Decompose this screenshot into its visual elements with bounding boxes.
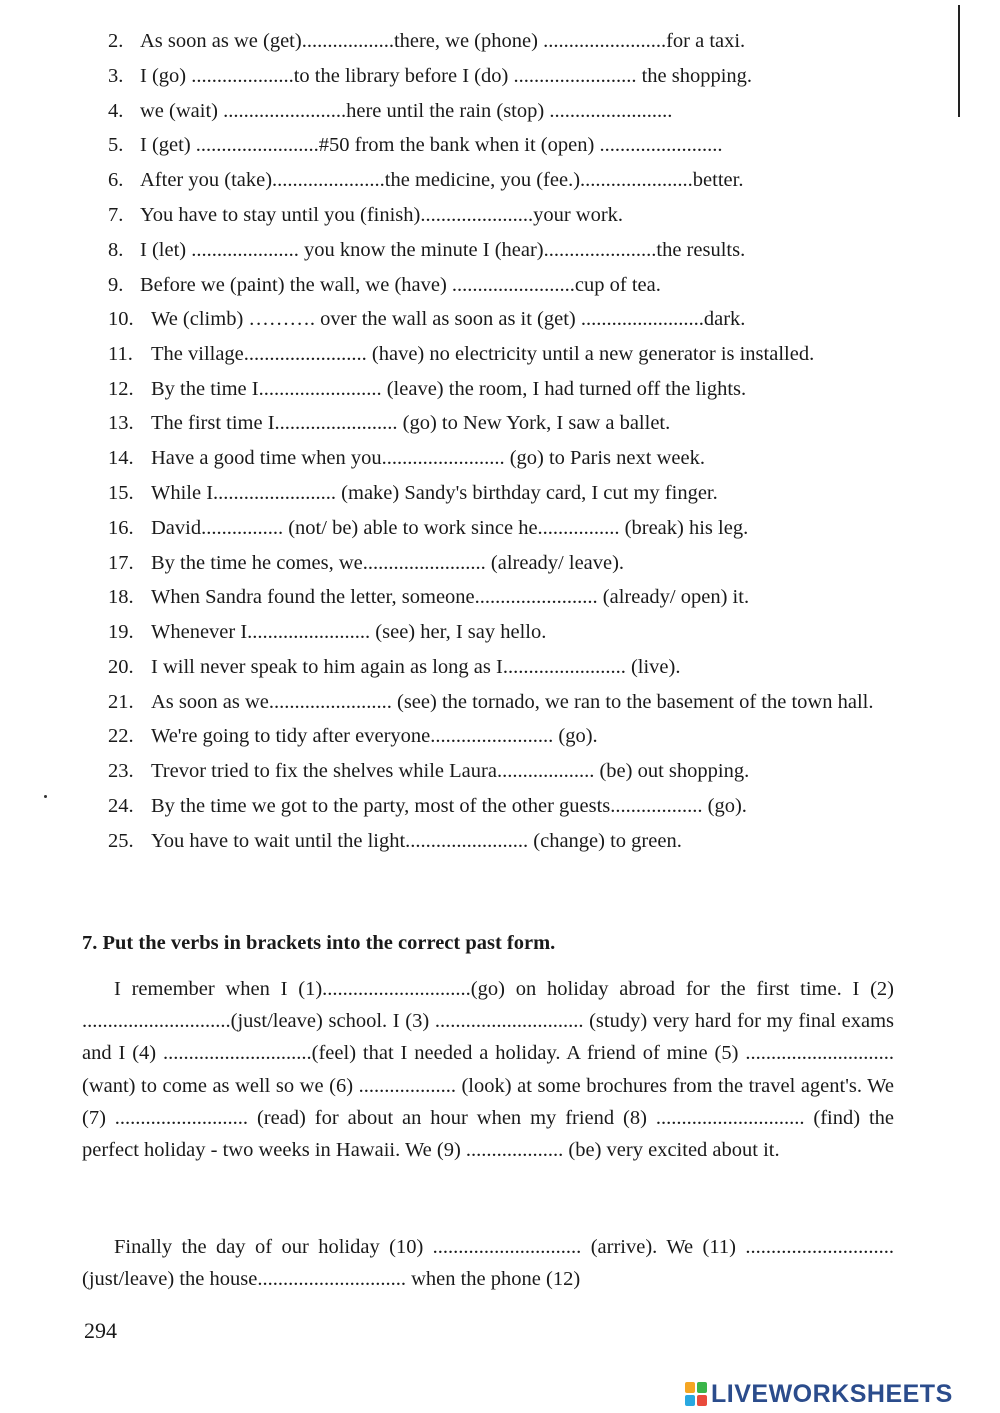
exercise-item-16 xyxy=(108,511,898,546)
item-number: 15. xyxy=(108,482,134,505)
exercise-item-21 xyxy=(108,685,898,720)
exercise-item-17 xyxy=(108,546,898,581)
item-text: After you (take)......................the medicine, you (fee.)......................better. xyxy=(140,169,744,192)
liveworksheets-logo-icon xyxy=(685,1382,707,1406)
item-text: The first time I........................ (go) to New York, I saw a ballet. xyxy=(151,412,671,435)
item-text: Trevor tried to fix the shelves while Laura................... (be) out shopping. xyxy=(151,760,750,783)
item-text: I (get) ........................#50 from the bank when it (open) ........................ xyxy=(140,134,723,157)
exercise-item-23 xyxy=(108,754,898,789)
item-number: 25. xyxy=(108,829,134,852)
item-text: I will never speak to him again as long as I........................ (live). xyxy=(151,656,681,679)
item-text: Before we (paint) the wall, we (have) ........................cup of tea. xyxy=(140,273,661,296)
item-text: we (wait) ........................here until the rain (stop) ........................ xyxy=(140,99,673,122)
exercise-item-14 xyxy=(108,441,898,476)
item-text: David................ (not/ be) able to work since he................ (break) his leg. xyxy=(151,516,749,539)
item-text: Have a good time when you........................ (go) to Paris next week. xyxy=(151,447,705,470)
item-text: By the time I........................ (leave) the room, I had turned off the lights. xyxy=(151,377,747,400)
item-number: 10. xyxy=(108,308,134,331)
item-number: 13. xyxy=(108,412,134,435)
exercise-item-10 xyxy=(108,302,898,337)
item-text: We're going to tidy after everyone........................ (go). xyxy=(151,725,598,748)
item-number: 23. xyxy=(108,760,134,783)
item-number: 12. xyxy=(108,377,134,400)
exercise-list xyxy=(108,24,898,859)
exercise-item-2 xyxy=(108,24,898,59)
item-number: 16. xyxy=(108,516,134,539)
exercise-item-19 xyxy=(108,615,898,650)
item-number: 9. xyxy=(108,273,124,296)
item-text: Whenever I........................ (see) her, I say hello. xyxy=(151,621,547,644)
item-number: 3. xyxy=(108,64,124,87)
exercise-item-22 xyxy=(108,719,898,754)
exercise-item-7 xyxy=(108,198,898,233)
item-text: I (let) ..................... you know the minute I (hear)......................the results. xyxy=(140,238,746,261)
item-text: When Sandra found the letter, someone........................ (already/ open) it. xyxy=(151,586,750,609)
item-number: 24. xyxy=(108,794,134,817)
item-text: By the time we got to the party, most of the other guests.................. (go). xyxy=(151,794,747,817)
item-number: 22. xyxy=(108,725,134,748)
item-text: By the time he comes, we........................ (already/ leave). xyxy=(151,551,625,574)
item-number: 5. xyxy=(108,134,124,157)
exercise-item-20 xyxy=(108,650,898,685)
watermark-text: LIVEWORKSHEETS xyxy=(711,1379,953,1408)
item-text: As soon as we........................ (see) the tornado, we ran to the basement of the town hall. xyxy=(151,690,874,713)
section-paragraph-1: I remember when I (1).............................(go) on holiday abroad for the first time. I (2) .............................(just/leave) school. I (3) ............................. (study) very hard for my final exams and I (4) .............................(feel) that I needed a holiday. A friend of mine (5) .............................(want) to come as well so we (6) ................... (look) at some brochures from the travel agent's. We (7) .......................... (read) for about an hour when my friend (8) ............................. (find) the perfect holiday - two weeks in Hawaii. We (9) ................... (be) very excited about it. xyxy=(82,978,894,1162)
item-number: 11. xyxy=(108,343,133,366)
item-number: 4. xyxy=(108,99,124,122)
item-number: 8. xyxy=(108,238,124,261)
section-paragraph-2: Finally the day of our holiday (10) ............................. (arrive). We (11) ............................. (just/leave) the house............................. when the phone (12) xyxy=(82,1236,894,1291)
item-number: 7. xyxy=(108,203,124,226)
liveworksheets-watermark xyxy=(685,1380,953,1408)
exercise-item-25 xyxy=(108,824,898,859)
exercise-item-5 xyxy=(108,128,898,163)
exercise-item-13 xyxy=(108,406,898,441)
item-number: 17. xyxy=(108,551,134,574)
item-text: As soon as we (get)..................there, we (phone) ........................for a taxi. xyxy=(140,30,746,52)
item-number: 19. xyxy=(108,621,134,644)
exercise-item-4 xyxy=(108,94,898,129)
exercise-item-24 xyxy=(108,789,898,824)
item-number: 21. xyxy=(108,690,134,713)
exercise-item-15 xyxy=(108,476,898,511)
item-text: I (go) ....................to the library before I (do) ........................ the shopping. xyxy=(140,64,753,87)
exercise-item-6 xyxy=(108,163,898,198)
page-number: 294 xyxy=(84,1318,117,1343)
item-number: 14. xyxy=(108,447,134,470)
exercise-item-11 xyxy=(108,337,898,372)
exercise-item-9 xyxy=(108,268,898,303)
exercise-item-8 xyxy=(108,233,898,268)
item-text: You have to wait until the light........................ (change) to green. xyxy=(151,829,682,852)
item-number: 2. xyxy=(108,30,124,52)
item-number: 6. xyxy=(108,169,124,192)
margin-rule xyxy=(958,5,960,117)
exercise-item-18 xyxy=(108,580,898,615)
exercise-item-3 xyxy=(108,59,898,94)
item-text: The village........................ (have) no electricity until a new generator is installed. xyxy=(151,343,815,366)
item-text: You have to stay until you (finish)......................your work. xyxy=(140,203,624,226)
item-number: 20. xyxy=(108,656,134,679)
item-text: While I........................ (make) Sandy's birthday card, I cut my finger. xyxy=(151,482,718,505)
item-number: 18. xyxy=(108,586,134,609)
section-heading: 7. Put the verbs in brackets into the correct past form. xyxy=(82,932,556,954)
exercise-item-12 xyxy=(108,372,898,407)
margin-dot xyxy=(44,795,47,798)
item-text: We (climb) ………. over the wall as soon as it (get) ........................dark. xyxy=(151,308,746,331)
